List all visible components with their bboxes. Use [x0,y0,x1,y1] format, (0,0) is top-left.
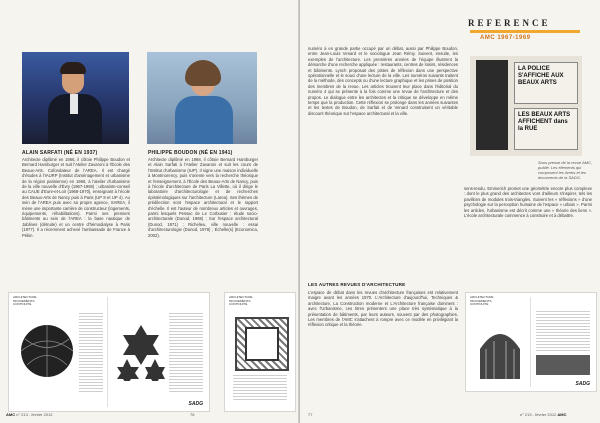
left-page [0,0,299,423]
thumbnail-text-block [79,313,103,393]
folio-issue: n° 213 - février 2012 [16,412,53,417]
left-page-folio [6,412,53,417]
folio-brand: AMC [6,412,16,417]
geodesic-dome-illustration [17,321,77,381]
thumbnail-text-block [536,311,590,351]
poster-text-1: LA POLICE S'AFFICHE AUX BEAUX ARTS [518,66,564,86]
person1-bio: Architecte diplômé en 1966, il côtoie Philippe Boudon et Bernard Hamburger et suit l'Atelier Zavaroni à l'École des Beaux-Arts. Cofondateur de l'AREA. Il est chargé d'études à l'IAURP (Institut d'aménagement et urbanisme de la région parisienne) en 1966, à l'atelier d'urbanisme de la ville nouvelle d'Évry (1967-1968) ; urbaniste-conseil au CAUE d'Eure-et-Loir (1968-1970), enseignant à l'école des Beaux-Arts de Nancy puis à Paris (UP 8 et UP 4). Au sein de l'AREA puis avec sa propre agence, SAREA, il mène une importante carrière de constructeur (logements, équipements, réhabilitations). Parmi ses premiers bâtiments au sein de l'AREA : la base nautique de Jablines (détruite) et un centre d'hémodialyse à Paris (1977). Il a récemment achevé l'ambassade de France à Pékin. [22,157,130,238]
hexagon-modules-illustration [117,323,165,381]
thumbnail-header: ARCHITECTURE MOUVEMENTS CONTINUITÉ [229,295,253,307]
reference-title: REFERENCE [468,18,551,28]
person1-name: ALAIN SARFATI (NÉ EN 1937) [22,150,98,156]
person2-bio: Architecte diplômé en 1968, il côtoie Bernard Hamburger et Alain Sarfati à l'Atelier Zavaroni et suit les cours de l'Institut d'urbanisme (IUP). Il signe une maison individuelle à Montmorency, puis s'oriente vers la recherche théorique et l'enseignement, à l'École des Beaux-Arts de Nancy, puis à l'école d'architecture de Paris La Villette, où il dirige le laboratoire d'architecturologie et de recherches épistémologiques sur l'architecture (Larea). Ses thèmes de prédilection sont l'espace architectural et le rapport d'échelle. Il est l'auteur de nombreux articles et ouvrages, parmi lesquels Pessac de Le Corbusier : étude socio-architecturale (Dunod, 1969) ; Sur l'espace architectural (Dunod, 1971) ; Richelieu, ville nouvelle : essai d'architecturologie (Dunod, 1978) ; Échelle(s) (Economica, 2002). [148,157,258,238]
section-text: L'espace de débat dans les revues d'architecture françaises est relativement maigre avant les années 1970. L'Architecture d'aujourd'hui, Techniques & architecture, La Construction moderne et L'Architecture française dominent : avec l'Urbanisme, ces titres présentent une place très systématique à la présentation de bâtiments, par leurs auteurs, souvent par des photographies. Les membres de l'AMC s'attachent à rompre avec ce modèle en privilégiant la réflexion critique et la théorie. [308,290,458,328]
left-page-number: 76 [190,412,195,417]
right-column-text: sens-tendu. Emmerich promet une géométrie encore plus complexe : dont le plus grand des architectes vont d'ailleurs s'inspirer, tels les pavillons de modules trois-triangles. Suivent les « réflexions » d'une psychologie sur la perception humaine de l'espace « urbain ». Parmi les articles, l'urbanisme est décrit comme une « théorie des liens ». L'école architecturale commence à construire et à débattre. [464,186,592,219]
sadg-logo: SADG [188,401,203,407]
magazine-spread-thumbnail-2 [224,292,296,412]
domed-building-illustration [472,319,528,381]
photo-caption: Sous presse de la revue AMC, publié. Les éléments qui composent les livrets et les documents de la SADG. [538,160,593,180]
person2-name: PHILIPPE BOUDON (NÉ EN 1941) [148,150,233,156]
thumbnail-header: ARCHITECTURE MOUVEMENTS CONTINUITÉ [470,295,494,307]
right-page [300,0,600,423]
section-heading: LES AUTRES REVUES D'ARCHITECTURE [308,282,406,287]
portrait-philippe-boudon [147,52,257,144]
right-page-number: 77 [308,412,313,417]
main-article-text: numéro à en grande partie occupé par un débat, aussi par Philippe Boudon, entre Jean-Louis Venard et le sociologue Jean Rémy. Suivent, ensuite, les exemples de l'architecture. Les premières années de l'équipe illustrent la démarche d'une recherche appliquée : restaurants, centres de loisirs, résidences et bâtiments. Lynch proposait des pistes de réflexion dans une perspective opérationnelle et le souci d'une lecture de la ville. Les numéros suivants traitent de la méthode, des concepts ou d'une lecture graphique et les prises de position des membres de la revue. Les articles trouvent leur place dans l'éditorial du numéro 4 qui se présente à la fois comme une revue de l'architecture et des propos. Le dialogue entre les architectes et la critique se développe en même temps que la production. Cette réflexion se prolonge dans les années suivantes et les textes de Boudon, de Sarfati et de Venard construisent un véritable discours théorique sur l'espace architectural et la ville. [308,46,458,116]
magazine-spread-thumbnail-3 [465,292,597,392]
reference-rule [470,30,580,33]
thumbnail-header: ARCHITECTURE MOUVEMENTS CONTINUITÉ [13,295,37,307]
magazine-spread-thumbnail-1 [8,292,210,412]
right-page-folio [520,412,567,417]
beaux-arts-poster-photo [470,56,582,156]
portrait-alain-sarfati [22,52,129,144]
thumbnail-text-block [233,375,287,401]
sadg-logo: SADG [575,381,590,387]
poster-text-2: LES BEAUX ARTS AFFICHENT dans la RUE [518,112,571,132]
thumbnail-text-block [169,313,203,393]
folio-brand: AMC [557,412,567,417]
reference-subtitle: AMC 1967-1969 [480,35,531,41]
folio-issue: n° 213 - février 2012 [520,412,557,417]
